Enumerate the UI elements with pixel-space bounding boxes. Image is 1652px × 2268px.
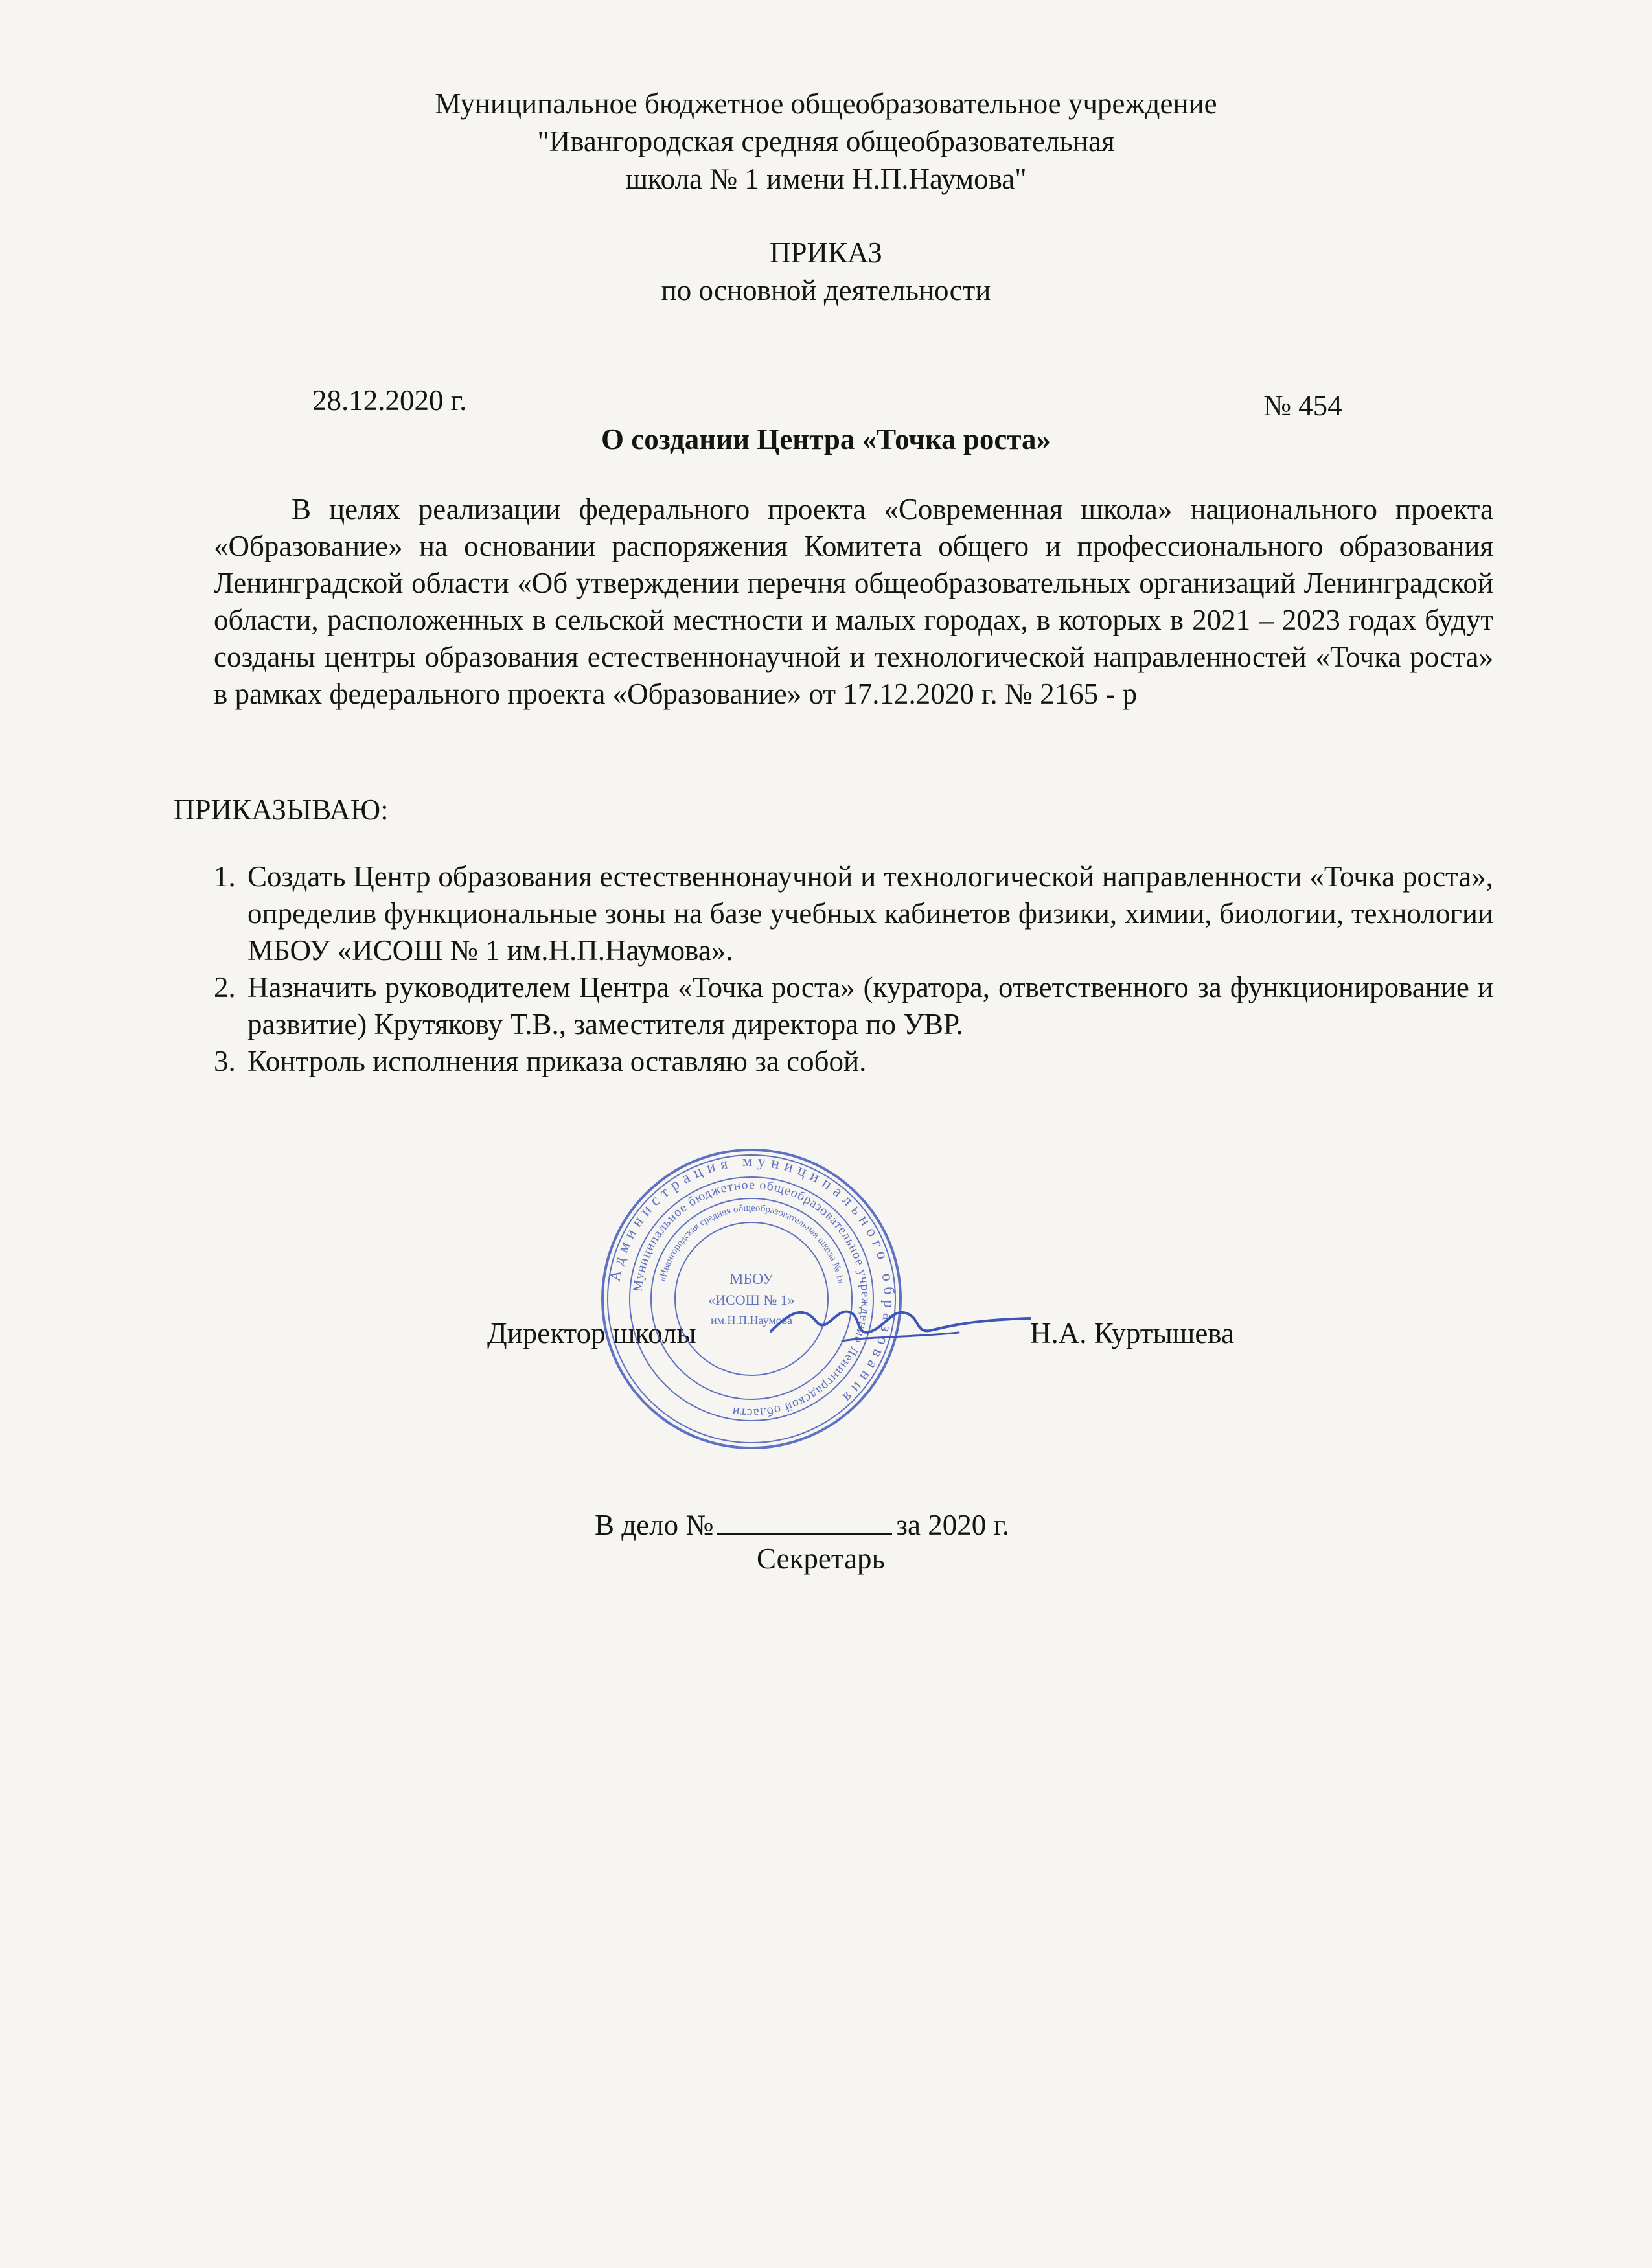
list-item-text: Назначить руководителем Центра «Точка роста» (куратора, ответственного за функционирование и развитие) Крутякову Т.В., заместителя директора по УВР. — [247, 971, 1493, 1040]
list-item-number: 3. — [214, 1045, 236, 1077]
seal-center-line-1: МБОУ — [729, 1271, 774, 1288]
list-item-number: 1. — [214, 860, 236, 893]
seal-center-line-3: им.Н.П.Наумова — [711, 1314, 792, 1327]
seal-center-line-2: «ИСОШ № 1» — [708, 1292, 795, 1308]
org-name-line-1: Муниципальное бюджетное общеобразовательное учреждение — [435, 87, 1217, 120]
order-command-word: ПРИКАЗЫВАЮ: — [174, 794, 389, 826]
file-line-prefix: В дело № — [595, 1509, 714, 1541]
org-name-line-3: школа № 1 имени Н.П.Наумова" — [625, 163, 1027, 195]
seal-outer-ring-text: Администрация муниципального образования — [606, 1152, 898, 1409]
signatory-name: Н.А. Куртышева — [1030, 1317, 1234, 1349]
order-date: 28.12.2020 г. — [312, 384, 467, 417]
list-item-text: Контроль исполнения приказа оставляю за собой. — [247, 1045, 867, 1077]
order-number: № 454 — [1263, 389, 1342, 422]
list-item — [175, 1043, 1493, 1080]
list-item-number: 2. — [214, 971, 236, 1003]
file-line — [595, 1508, 1009, 1540]
order-subject: О создании Центра «Точка роста» — [601, 423, 1051, 455]
order-kind-subtitle: по основной деятельности — [661, 274, 991, 306]
handwritten-signature — [764, 1286, 1037, 1357]
list-item-text: Создать Центр образования естественнонаучной и технологической направленности «Точка роста», определив функциональные зоны на базе учебных кабинетов физики, химии, биологии, технологии МБОУ «ИСОШ № 1 им.Н.П.Наумова». — [247, 860, 1493, 967]
list-item — [175, 969, 1493, 1043]
order-preamble: В целях реализации федерального проекта «Современная школа» национального проекта «Образование» на основании распоряжения Комитета общего и профессионального образования Ленинградской области «Об утверждении перечня общеобразовательных организаций Ленинградской области, расположенных в сельской местности и малых городах, в которых в 2021 – 2023 годах будут созданы центры образования естественнонаучной и технологической направленностей «Точка роста» в рамках федерального проекта «Образование» от 17.12.2020 г. № 2165 - р — [214, 493, 1493, 710]
seal-middle-ring-text: Муниципальное бюджетное общеобразовательное учреждение Ленинградской области — [630, 1177, 873, 1421]
file-number-blank — [717, 1508, 892, 1535]
list-item — [175, 858, 1493, 969]
file-line-year: за 2020 г. — [896, 1509, 1010, 1541]
seal-inner-ring-text: «Ивангородская средняя общеобразовательная школа № 1» — [657, 1202, 846, 1285]
org-name-line-2: "Ивангородская средняя общеобразовательная — [537, 125, 1115, 157]
order-kind: ПРИКАЗ — [770, 236, 882, 269]
secretary-label: Секретарь — [757, 1542, 886, 1575]
signatory-position: Директор школы — [487, 1317, 696, 1349]
order-items-list — [175, 858, 1493, 1080]
